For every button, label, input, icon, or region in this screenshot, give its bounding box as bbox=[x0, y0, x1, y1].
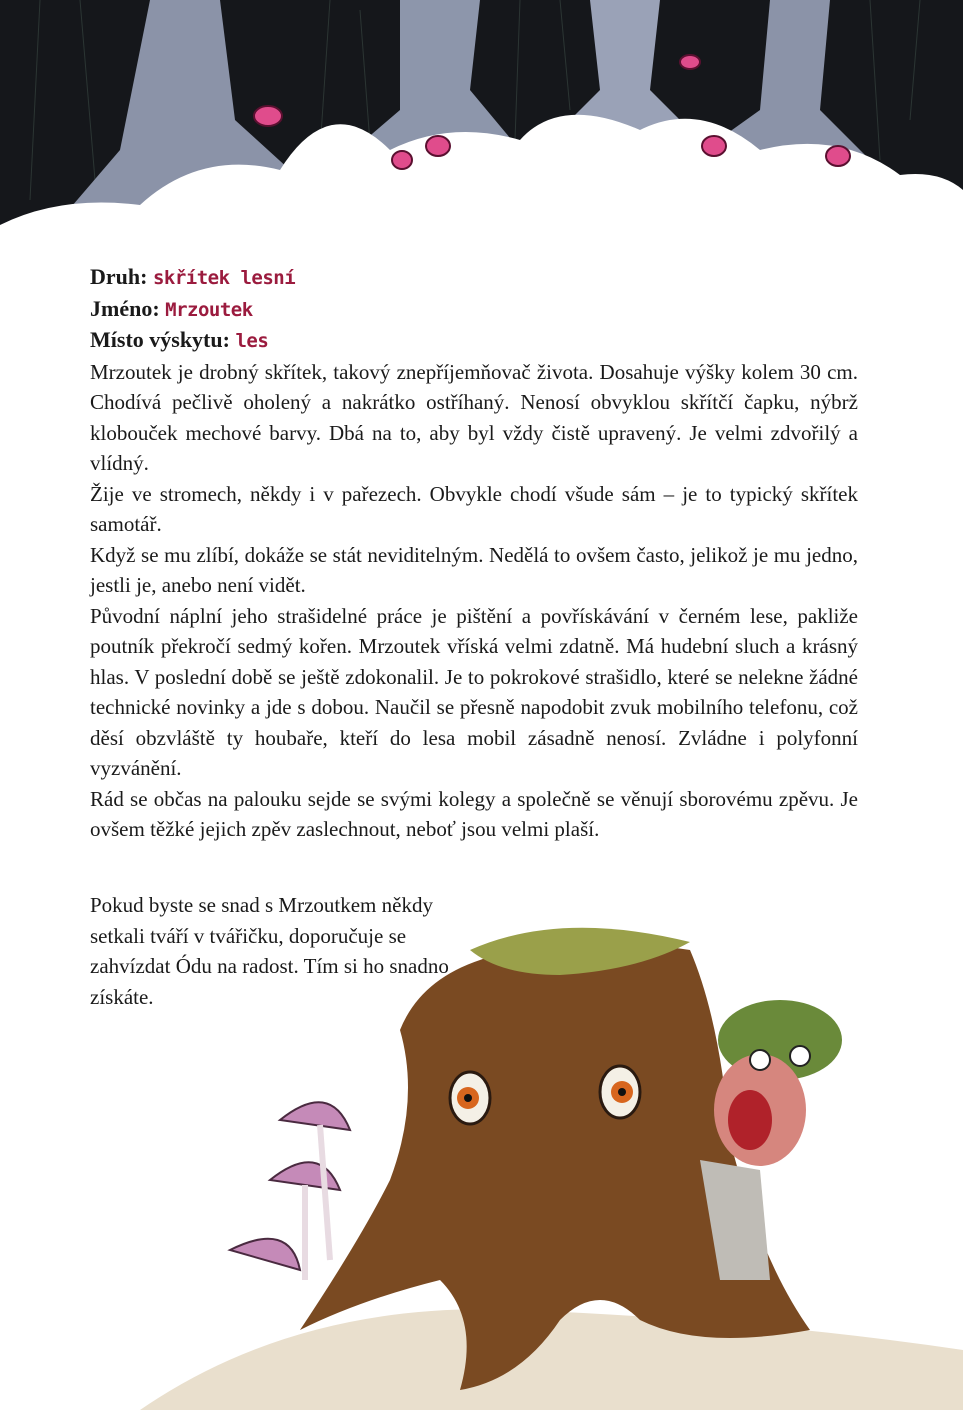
paragraph: Původní náplní jeho strašidelné práce je pištění a povřískávání v černém lese, pakliže poutník překročí sedmý kořen. Mrzoutek vříská velmi zdatně. Má hudební sluch a krásný hlas. V poslední době se ještě zdokonalil. Je to pokrokové strašidlo, které se nelekne žádné technické novinky a jde s dobou. Naučil se přesně napodobit zvuk mobilního telefonu, což děsí obzvláště ty houbaře, kteří do lesa mobil zásadně nenosí. Zvládne i polyfonní vyzvánění. bbox=[90, 603, 858, 780]
location-label: Místo výskytu: bbox=[90, 327, 230, 352]
paragraph: Rád se občas na palouku sejde se svými kolegy a společně se věnují sborovému zpěvu. Je ovšem těžké jejich zpěv zaslechnout, neboť jsou velmi plaší. bbox=[90, 786, 858, 841]
location-value: les bbox=[235, 330, 269, 352]
forest-illustration bbox=[0, 0, 963, 250]
name-row bbox=[90, 294, 858, 326]
paragraph: Žije ve stromech, někdy i v pařezech. Obvykle chodí všude sám – je to typický skřítek samotář. bbox=[90, 481, 858, 536]
species-value: skřítek lesní bbox=[152, 267, 296, 289]
location-row bbox=[90, 325, 858, 357]
species-row bbox=[90, 262, 858, 294]
main-text bbox=[90, 262, 858, 845]
paragraph: Mrzoutek je drobný skřítek, takový znepříjemňovač života. Dosahuje výšky kolem 30 cm. Chodívá pečlivě oholený a nakrátko ostříhaný. Nenosí obvyklou skřítčí čapku, nýbrž klobouček mechové barvy. Dbá na to, aby byl vždy čistě upravený. Je velmi zdvořilý a vlídný. bbox=[90, 359, 858, 475]
stump-illustration bbox=[0, 880, 963, 1410]
species-label: Druh: bbox=[90, 264, 148, 289]
paragraph: Když se mu zlíbí, dokáže se stát neviditelným. Nedělá to ovšem často, jelikož je mu jedno, jestli je, anebo není vidět. bbox=[90, 542, 858, 597]
closing-paragraph: Pokud byste se snad s Mrzoutkem někdy setkali tváří v tvářičku, doporučuje se zahvízdat Ódu na radost. Tím si ho snadno získáte. bbox=[90, 893, 449, 1009]
name-label: Jméno: bbox=[90, 295, 160, 321]
name-value: Mrzoutek bbox=[165, 298, 253, 321]
